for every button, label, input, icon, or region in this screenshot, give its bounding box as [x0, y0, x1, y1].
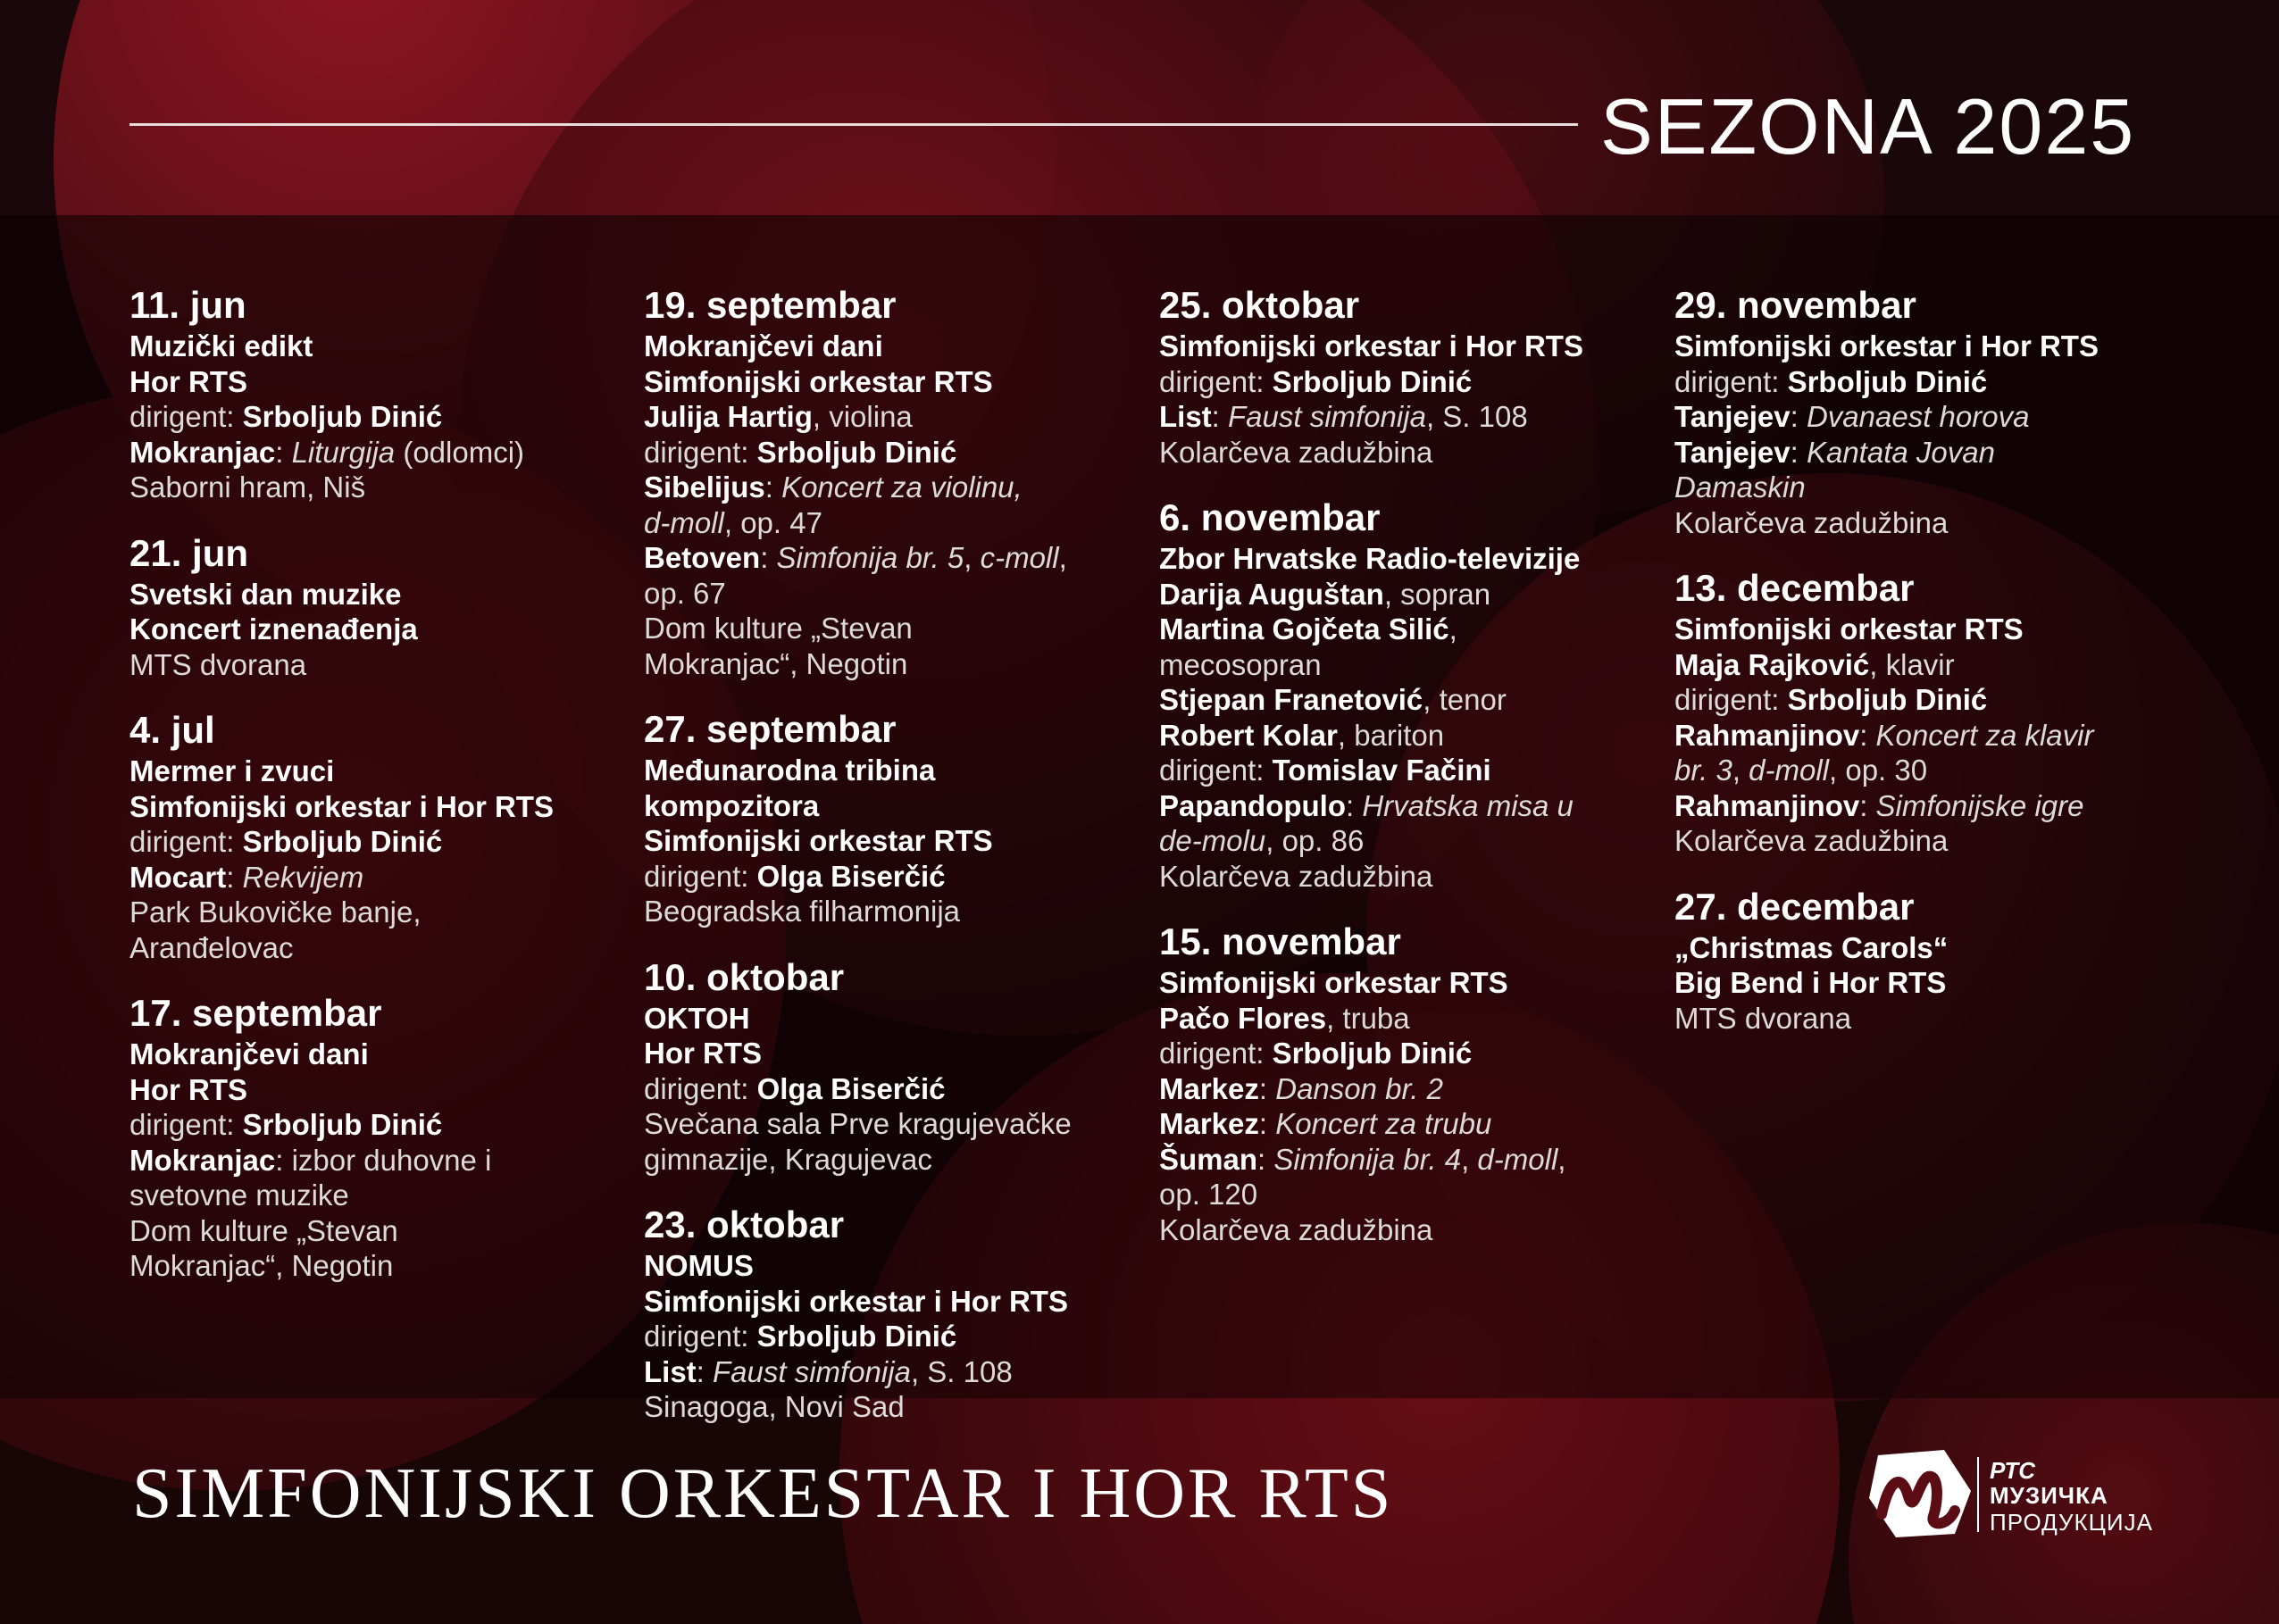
bold-text: Sibelijus: [644, 471, 765, 504]
detail-text: dirigent:: [1674, 364, 1788, 398]
concert-detail-line: [644, 576, 1144, 612]
concert-detail-line: [1159, 364, 1659, 400]
detail-text: :: [1790, 435, 1807, 469]
detail-text: dirigent:: [1159, 364, 1273, 398]
detail-text: ,: [1557, 1142, 1566, 1176]
concert-date: 27. septembar: [644, 708, 897, 750]
concert-detail-line: [1159, 859, 1659, 895]
concert-detail-line: [129, 435, 630, 471]
bold-text: Big Bend i Hor RTS: [1674, 966, 1947, 999]
bold-text: Pačo Flores: [1159, 1001, 1327, 1035]
concert-detail-line: [129, 789, 630, 825]
bold-text: Darija Auguštan: [1159, 577, 1384, 611]
bold-text: Olga Biserčić: [756, 859, 946, 893]
concert-detail-line: [644, 1036, 1144, 1071]
bold-text: Markez: [1159, 1071, 1259, 1105]
concert-date: 19. septembar: [644, 284, 897, 326]
concert-detail-line: [1674, 753, 2175, 788]
concert-entry: [129, 284, 630, 505]
bold-text: Hor RTS: [129, 1072, 247, 1106]
concert-detail-line: [129, 824, 630, 860]
detail-text: , op. 47: [723, 505, 822, 539]
concert-detail-line: [129, 1143, 630, 1178]
detail-text: Mokranjac“, Negotin: [644, 646, 908, 680]
bold-text: Srboljub Dinić: [1787, 364, 1988, 398]
concert-detail-line: [644, 470, 1144, 505]
detail-text: Kolarčeva zadužbina: [1159, 1212, 1433, 1246]
concert-detail-line: [644, 788, 1144, 824]
bold-text: kompozitora: [644, 788, 820, 822]
detail-text: , S. 108: [1425, 400, 1528, 433]
bold-text: Srboljub Dinić: [1272, 1037, 1473, 1070]
detail-text: Park Bukovičke banje,: [129, 895, 422, 929]
concert-detail-line: [644, 1319, 1144, 1354]
concert-detail-line: [1159, 612, 1659, 647]
concert-detail-line: [129, 754, 630, 789]
logo-brand: РТС: [1990, 1457, 2036, 1484]
concert-detail-line: [1159, 788, 1659, 824]
bold-text: Tanjejev: [1674, 400, 1791, 433]
detail-text: op. 120: [1159, 1178, 1258, 1211]
detail-text: gimnazije, Kragujevac: [644, 1142, 932, 1176]
concert-detail-line: [644, 646, 1144, 682]
concert-detail-line: [129, 647, 630, 683]
concert-detail-line: [644, 894, 1144, 929]
concert-detail-line: [1674, 930, 2175, 966]
logo-line-2: ПРОДУКЦИЈА: [1990, 1509, 2153, 1536]
work-title: d-moll: [1477, 1142, 1558, 1176]
bold-text: Mokranjčevi dani: [129, 1037, 369, 1070]
concert-entry: [1159, 496, 1659, 894]
concert-detail-line: [644, 1389, 1144, 1425]
concert-detail-line: [1159, 1106, 1659, 1142]
detail-text: :: [1859, 718, 1876, 752]
bold-text: Mermer i zvuci: [129, 754, 335, 787]
bold-text: Maja Rajković: [1674, 647, 1870, 681]
detail-text: :: [1257, 1142, 1274, 1176]
bold-text: Julija Hartig: [644, 400, 813, 433]
concert-entry: [1674, 886, 2175, 1037]
bold-text: Svetski dan muzike: [129, 577, 402, 611]
detail-text: , bariton: [1337, 718, 1445, 752]
detail-text: , op. 86: [1265, 824, 1365, 857]
detail-text: , S. 108: [910, 1354, 1013, 1388]
detail-text: dirigent:: [1674, 683, 1788, 716]
concert-detail-line: [1674, 505, 2175, 541]
bold-text: Betoven: [644, 541, 761, 574]
detail-text: op. 67: [644, 576, 726, 610]
bold-text: OKTOH: [644, 1001, 750, 1035]
concert-detail-line: [644, 823, 1144, 859]
detail-text: dirigent:: [129, 1108, 243, 1141]
concert-entry: [644, 708, 1144, 929]
concert-detail-line: [129, 1072, 630, 1108]
detail-text: Kolarčeva zadužbina: [1674, 824, 1949, 857]
concert-detail-line: [1159, 577, 1659, 612]
concert-detail-line: [644, 1284, 1144, 1320]
schedule-column-1: [129, 284, 630, 1311]
detail-text: ,: [964, 541, 981, 574]
concert-detail-line: [1159, 1001, 1659, 1037]
concert-detail-line: [644, 1354, 1144, 1390]
detail-text: dirigent:: [1159, 754, 1273, 787]
concert-detail-line: [1159, 435, 1659, 471]
detail-text: :: [1258, 1071, 1276, 1105]
detail-text: , violina: [812, 400, 913, 433]
work-title: Simfonija br. 5: [776, 541, 964, 574]
concert-detail-line: [1159, 329, 1659, 364]
detail-text: :: [1790, 400, 1807, 433]
concert-date: 25. oktobar: [1159, 284, 1360, 326]
detail-text: mecosopran: [1159, 647, 1322, 681]
detail-text: dirigent:: [644, 1320, 757, 1353]
concert-detail-line: [129, 470, 630, 505]
concert-detail-line: [129, 329, 630, 364]
detail-text: , truba: [1326, 1001, 1410, 1035]
detail-text: dirigent:: [644, 1071, 757, 1105]
bold-text: Stjepan Franetović: [1159, 683, 1423, 716]
detail-text: Dom kulture „Stevan: [129, 1213, 398, 1247]
detail-text: ,: [1448, 612, 1457, 645]
bold-text: List: [644, 1354, 697, 1388]
bold-text: Koncert iznenađenja: [129, 612, 418, 645]
concert-detail-line: [1674, 470, 2175, 505]
concert-detail-line: [1159, 965, 1659, 1001]
bold-text: Martina Gojčeta Silić: [1159, 612, 1449, 645]
detail-text: , klavir: [1869, 647, 1955, 681]
bold-text: List: [1159, 400, 1212, 433]
work-title: Simfonija br. 4: [1273, 1142, 1462, 1176]
concert-detail-line: [1674, 612, 2175, 647]
detail-text: , tenor: [1423, 683, 1507, 716]
bold-text: Hor RTS: [129, 364, 247, 398]
concert-detail-line: [1674, 435, 2175, 471]
bold-text: Zbor Hrvatske Radio-televizije: [1159, 542, 1581, 575]
bold-text: Šuman: [1159, 1142, 1258, 1176]
concert-detail-line: [1159, 1036, 1659, 1071]
detail-text: Mokranjac“, Negotin: [129, 1249, 394, 1282]
detail-text: (odlomci): [395, 435, 525, 469]
concert-detail-line: [644, 753, 1144, 788]
concert-detail-line: [644, 399, 1144, 435]
detail-text: dirigent:: [644, 859, 757, 893]
bold-text: Rahmanjinov: [1674, 718, 1860, 752]
concert-detail-line: [644, 435, 1144, 471]
concert-detail-line: [1674, 965, 2175, 1001]
work-title: Damaskin: [1674, 471, 1806, 504]
concert-entry: [1674, 284, 2175, 540]
work-title: br. 3: [1674, 754, 1732, 787]
concert-date: 21. jun: [129, 531, 249, 574]
work-title: Koncert za trubu: [1275, 1107, 1492, 1140]
concert-detail-line: [1674, 399, 2175, 435]
detail-text: dirigent:: [1159, 1037, 1273, 1070]
season-title: SEZONA 2025: [1600, 82, 2136, 171]
header-divider: [129, 123, 1578, 126]
work-title: Faust simfonija: [713, 1354, 911, 1388]
concert-detail-line: [129, 577, 630, 612]
concert-entry: [129, 532, 630, 683]
bold-text: Simfonijski orkestar RTS: [644, 824, 993, 857]
concert-detail-line: [644, 1142, 1144, 1178]
detail-text: Dom kulture „Stevan: [644, 612, 913, 645]
concert-detail-line: [1159, 1177, 1659, 1212]
concert-detail-line: [1674, 1001, 2175, 1037]
bold-text: Mocart: [129, 860, 227, 894]
concert-detail-line: [129, 1213, 630, 1249]
work-title: Simfonijske igre: [1875, 788, 2084, 822]
concert-detail-line: [1159, 718, 1659, 754]
bold-text: Robert Kolar: [1159, 718, 1338, 752]
concert-entry: [1159, 920, 1659, 1247]
detail-text: : izbor duhovne i: [275, 1143, 492, 1177]
detail-text: Saborni hram, Niš: [129, 471, 366, 504]
concert-detail-line: [129, 895, 630, 930]
concert-entry: [644, 956, 1144, 1178]
concert-detail-line: [1674, 682, 2175, 718]
detail-text: dirigent:: [644, 435, 757, 469]
concert-detail-line: [644, 364, 1144, 400]
concert-entry: [644, 284, 1144, 681]
bold-text: NOMUS: [644, 1249, 754, 1282]
concert-detail-line: [644, 1106, 1144, 1142]
detail-text: ,: [1058, 541, 1067, 574]
concert-entry: [129, 992, 630, 1284]
work-title: Dvanaest horova: [1806, 400, 2030, 433]
detail-text: :: [696, 1354, 714, 1388]
work-title: d-moll: [644, 505, 724, 539]
detail-text: , op. 30: [1829, 754, 1928, 787]
concert-detail-line: [129, 399, 630, 435]
concert-date: 4. jul: [129, 709, 215, 751]
concert-detail-line: [1159, 647, 1659, 683]
concert-detail-line: [129, 364, 630, 400]
work-title: Rekvijem: [242, 860, 364, 894]
bold-text: Rahmanjinov: [1674, 788, 1860, 822]
work-title: c-moll: [980, 541, 1059, 574]
bold-text: Srboljub Dinić: [756, 1320, 957, 1353]
bold-text: Olga Biserčić: [756, 1071, 946, 1105]
detail-text: :: [226, 860, 243, 894]
bold-text: „Christmas Carols“: [1674, 930, 1949, 964]
detail-text: :: [1859, 788, 1876, 822]
bold-text: Tomislav Fačini: [1272, 754, 1491, 787]
detail-text: :: [760, 541, 777, 574]
work-title: Kantata Jovan: [1806, 435, 1995, 469]
concert-date: 6. novembar: [1159, 496, 1381, 538]
detail-text: Sinagoga, Novi Sad: [644, 1390, 905, 1423]
concert-detail-line: [1159, 1142, 1659, 1178]
detail-text: :: [764, 471, 782, 504]
concert-date: 23. oktobar: [644, 1203, 845, 1245]
muzicka-produkcija-logo-icon: [1862, 1445, 1978, 1543]
bold-text: Mokranjčevi dani: [644, 329, 883, 362]
detail-text: ,: [1732, 754, 1749, 787]
bold-text: Srboljub Dinić: [242, 1108, 443, 1141]
detail-text: :: [1346, 788, 1363, 822]
concert-detail-line: [129, 1107, 630, 1143]
schedule-column-2: [644, 284, 1144, 1452]
concert-detail-line: [644, 1071, 1144, 1107]
concert-entry: [644, 1203, 1144, 1425]
bold-text: Srboljub Dinić: [756, 435, 957, 469]
work-title: d-moll: [1749, 754, 1830, 787]
detail-text: dirigent:: [129, 825, 243, 858]
detail-text: Kolarčeva zadužbina: [1159, 859, 1433, 893]
detail-text: Aranđelovac: [129, 930, 294, 964]
work-title: Faust simfonija: [1228, 400, 1426, 433]
work-title: Koncert za klavir: [1875, 718, 2094, 752]
bold-text: Srboljub Dinić: [1787, 683, 1988, 716]
concert-detail-line: [644, 540, 1144, 576]
concert-detail-line: [644, 1001, 1144, 1037]
bold-text: Srboljub Dinić: [242, 825, 443, 858]
detail-text: ,: [1461, 1142, 1478, 1176]
concert-detail-line: [1159, 1212, 1659, 1248]
bold-text: Simfonijski orkestar RTS: [1674, 612, 2024, 645]
concert-detail-line: [129, 1248, 630, 1284]
bold-text: Međunarodna tribina: [644, 754, 936, 787]
detail-text: :: [1258, 1107, 1276, 1140]
concert-entry: [1674, 567, 2175, 859]
concert-detail-line: [1159, 541, 1659, 577]
concert-detail-line: [644, 329, 1144, 364]
concert-detail-line: [1159, 1071, 1659, 1107]
bold-text: Srboljub Dinić: [242, 400, 443, 433]
concert-date: 17. septembar: [129, 992, 382, 1034]
bold-text: Mokranjac: [129, 1143, 276, 1177]
concert-detail-line: [644, 859, 1144, 895]
orchestra-title: SIMFONIJSKI ORKESTAR I HOR RTS: [132, 1454, 1394, 1533]
concert-detail-line: [1674, 647, 2175, 683]
detail-text: Beogradska filharmonija: [644, 895, 961, 928]
detail-text: svetovne muzike: [129, 1178, 349, 1212]
concert-detail-line: [1159, 823, 1659, 859]
bold-text: Tanjejev: [1674, 435, 1791, 469]
concert-detail-line: [1674, 364, 2175, 400]
concert-detail-line: [1674, 718, 2175, 754]
concert-detail-line: [129, 1037, 630, 1072]
concert-detail-line: [644, 611, 1144, 646]
detail-text: MTS dvorana: [1674, 1001, 1852, 1035]
bold-text: Simfonijski orkestar i Hor RTS: [1674, 329, 2099, 362]
bold-text: Markez: [1159, 1107, 1259, 1140]
detail-text: MTS dvorana: [129, 647, 307, 681]
bold-text: Srboljub Dinić: [1272, 364, 1473, 398]
logo-line-1: МУЗИЧКА: [1990, 1482, 2108, 1509]
schedule-column-3: [1159, 284, 1659, 1274]
concert-detail-line: [1159, 753, 1659, 788]
concert-entry: [129, 709, 630, 965]
work-title: Liturgija: [291, 435, 396, 469]
concert-detail-line: [1674, 329, 2175, 364]
concert-detail-line: [1674, 823, 2175, 859]
schedule-column-4: [1674, 284, 2175, 1062]
concert-detail-line: [1159, 399, 1659, 435]
bold-text: Muzički edikt: [129, 329, 313, 362]
concert-date: 13. decembar: [1674, 567, 1915, 609]
bold-text: Simfonijski orkestar RTS: [644, 364, 993, 398]
bold-text: Simfonijski orkestar i Hor RTS: [1159, 329, 1583, 362]
bold-text: Mokranjac: [129, 435, 276, 469]
work-title: de-molu: [1159, 824, 1266, 857]
detail-text: Kolarčeva zadužbina: [1674, 505, 1949, 539]
concert-detail-line: [129, 860, 630, 895]
concert-date: 10. oktobar: [644, 955, 845, 998]
work-title: Hrvatska misa u: [1362, 788, 1574, 822]
concert-date: 11. jun: [129, 284, 246, 326]
detail-text: Kolarčeva zadužbina: [1159, 435, 1433, 469]
concert-date: 15. novembar: [1159, 920, 1401, 962]
concert-detail-line: [129, 1178, 630, 1213]
detail-text: :: [275, 435, 292, 469]
concert-date: 27. decembar: [1674, 885, 1915, 928]
concert-detail-line: [644, 1248, 1144, 1284]
concert-detail-line: [1674, 788, 2175, 824]
concert-detail-line: [644, 505, 1144, 541]
bold-text: Hor RTS: [644, 1037, 762, 1070]
bold-text: Simfonijski orkestar i Hor RTS: [644, 1284, 1068, 1318]
concert-detail-line: [129, 612, 630, 647]
concert-entry: [1159, 284, 1659, 470]
detail-text: dirigent:: [129, 400, 243, 433]
concert-detail-line: [129, 930, 630, 966]
bold-text: Papandopulo: [1159, 788, 1346, 822]
work-title: Danson br. 2: [1275, 1071, 1443, 1105]
concert-detail-line: [1159, 682, 1659, 718]
detail-text: , sopran: [1383, 577, 1491, 611]
detail-text: :: [1211, 400, 1229, 433]
detail-text: Svečana sala Prve kragujevačke: [644, 1107, 1072, 1140]
bold-text: Simfonijski orkestar i Hor RTS: [129, 789, 554, 823]
work-title: Koncert za violinu,: [781, 471, 1023, 504]
bold-text: Simfonijski orkestar RTS: [1159, 966, 1508, 999]
logo-separator: [1977, 1457, 1979, 1532]
concert-date: 29. novembar: [1674, 284, 1916, 326]
